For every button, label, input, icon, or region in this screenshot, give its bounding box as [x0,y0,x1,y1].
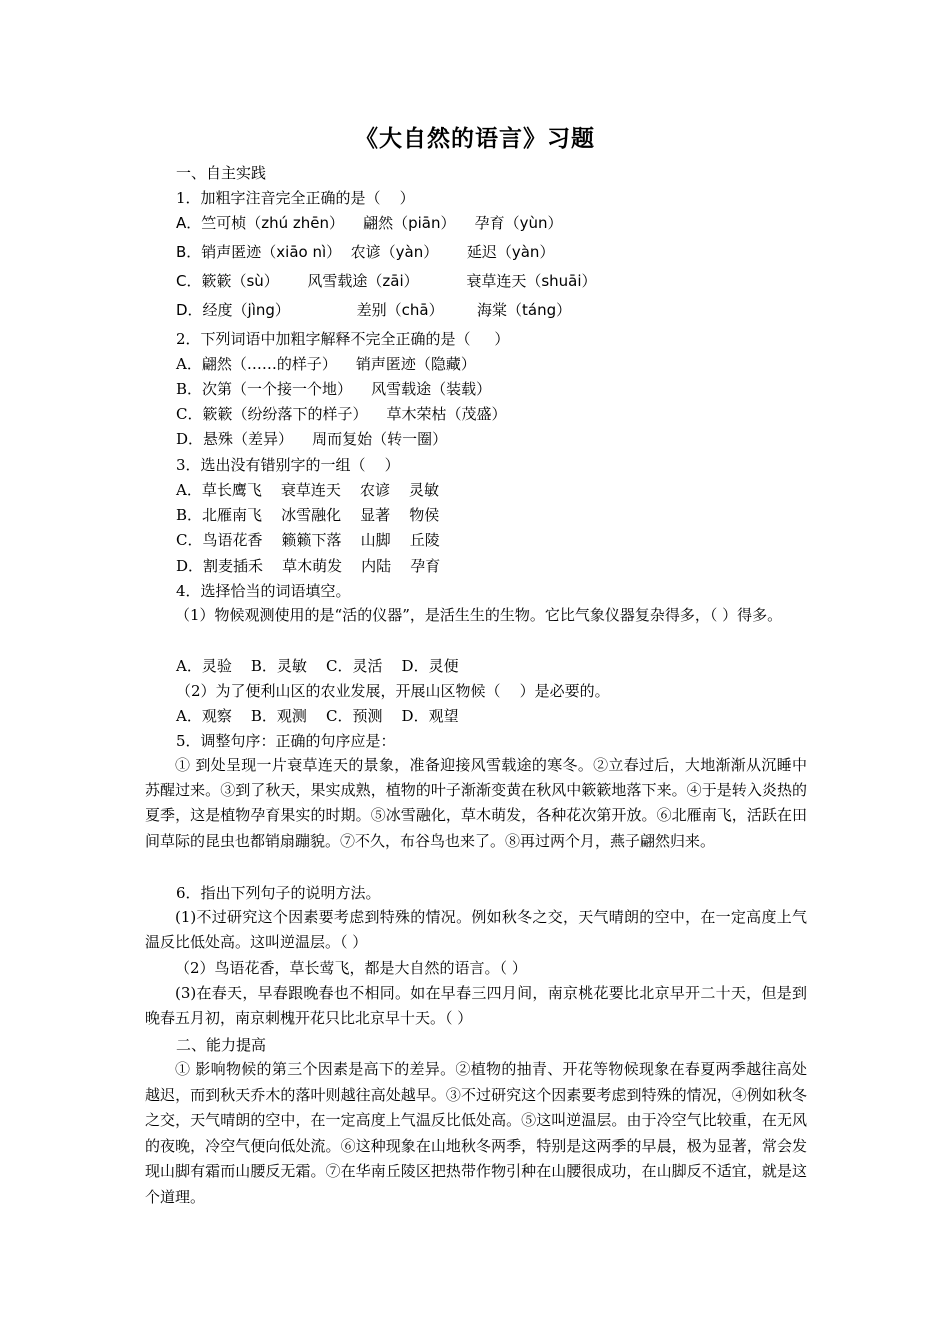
q6-item-2: （2）鸟语花香，草长莺飞，都是大自然的语言。（ ） [175,959,527,977]
q4-part2: （2）为了便利山区的农业发展，开展山区物候（ ）是必要的。 [176,682,610,700]
q6-item-3: (3)在春天，早春跟晚春也不相同。如在早春三四月间，南京桃花要比北京早开二十天，但是到晚春五月初，南京刺槐开花只比北京早十天。（ ） [145,984,807,1028]
q2-option-d: D．悬殊（差异） 周而复始（转一圈） [176,430,448,448]
q1-stem: 1．加粗字注音完全正确的是（ ） [176,189,415,207]
q3-option-d: D．割麦插禾 草木萌发 内陆 孕育 [176,557,441,575]
page-title: 《大自然的语言》习题 [355,126,595,152]
q6-item-1: (1)不过研究这个因素要考虑到特殊的情况。例如秋冬之交，天气晴朗的空中，在一定高度上气温反比低处高。这叫逆温层。（ ） [145,908,807,952]
q6-stem: 6．指出下列句子的说明方法。 [176,884,381,902]
q1-option-b: B．销声匿迹（xiāo nì） 农谚（yàn） 延迟（yàn） [176,243,555,261]
q4-part2-options: A．观察 B．观测 C．预测 D．观望 [176,707,459,725]
section-heading-1: 一、自主实践 [176,164,267,182]
q4-part1-options: A．灵验 B．灵敏 C．灵活 D．灵便 [176,657,459,675]
section-heading-2: 二、能力提高 [176,1036,267,1054]
q1-option-c: C．簌簌（sù） 风雪载途（zāi） 衰草连天（shuāi） [176,272,597,290]
q2-option-a: A．翩然（……的样子） 销声匿迹（隐藏） [176,355,476,373]
q1-option-d: D．经度（jìng） 差别（chā） 海棠（táng） [176,301,572,319]
q2-stem: 2．下列词语中加粗字解释不完全正确的是（ ） [176,330,510,348]
q5-stem: 5．调整句序：正确的句序应是： [176,732,396,750]
q4-stem: 4．选择恰当的词语填空。 [176,582,351,600]
q3-option-b: B．北雁南飞 冰雪融化 显著 物侯 [176,506,440,524]
reading-passage: ① 影响物候的第三个因素是高下的差异。②植物的抽青、开花等物候现象在春夏两季越往高处越迟，而到秋天乔木的落叶则越往高处越早。③不过研究这个因素要考虑到特殊的情况，④例如秋冬之交，天气晴朗的空中，在一定高度上气温反比低处高。⑤这叫逆温层。由于冷空气比较重，在无风的夜晚，冷空气便向低处流。⑥这种现象在山地秋冬两季，特别是这两季的早晨，极为显著，常会发现山脚有霜而山腰反无霜。⑦在华南丘陵区把热带作物引种在山腰很成功，在山脚反不适宜，就是这个道理。 [145,1060,807,1206]
q5-sentences: ① 到处呈现一片衰草连天的景象，准备迎接风雪载途的寒冬。②立春过后，大地渐渐从沉睡中苏醒过来。③到了秋天，果实成熟，植物的叶子渐渐变黄在秋风中簌簌地落下来。④于是转入炎热的夏季，这是植物孕育果实的时期。⑤冰雪融化，草木萌发，各种花次第开放。⑥北雁南飞，活跃在田间草际的昆虫也都销扇蹦貌。⑦不久，布谷鸟也来了。⑧再过两个月，燕子翩然归来。 [145,756,807,850]
q2-option-c: C．簌簌（纷纷落下的样子） 草木荣枯（茂盛） [176,405,507,423]
q3-stem: 3．选出没有错别字的一组（ ） [176,456,400,474]
q4-part1: （1）物候观测使用的是“活的仪器”，是活生生的生物。它比气象仪器复杂得多，（ ）得多。 [175,606,783,624]
q1-option-a: A．竺可桢（zhú zhēn） 翩然（piān） 孕育（yùn） [176,214,563,232]
q3-option-c: C．鸟语花香 籁籁下落 山脚 丘陵 [176,531,440,549]
q2-option-b: B．次第（一个接一个地） 风雪载途（装载） [176,380,492,398]
q3-option-a: A．草长鹰飞 衰草连天 农谚 灵敏 [176,481,440,499]
